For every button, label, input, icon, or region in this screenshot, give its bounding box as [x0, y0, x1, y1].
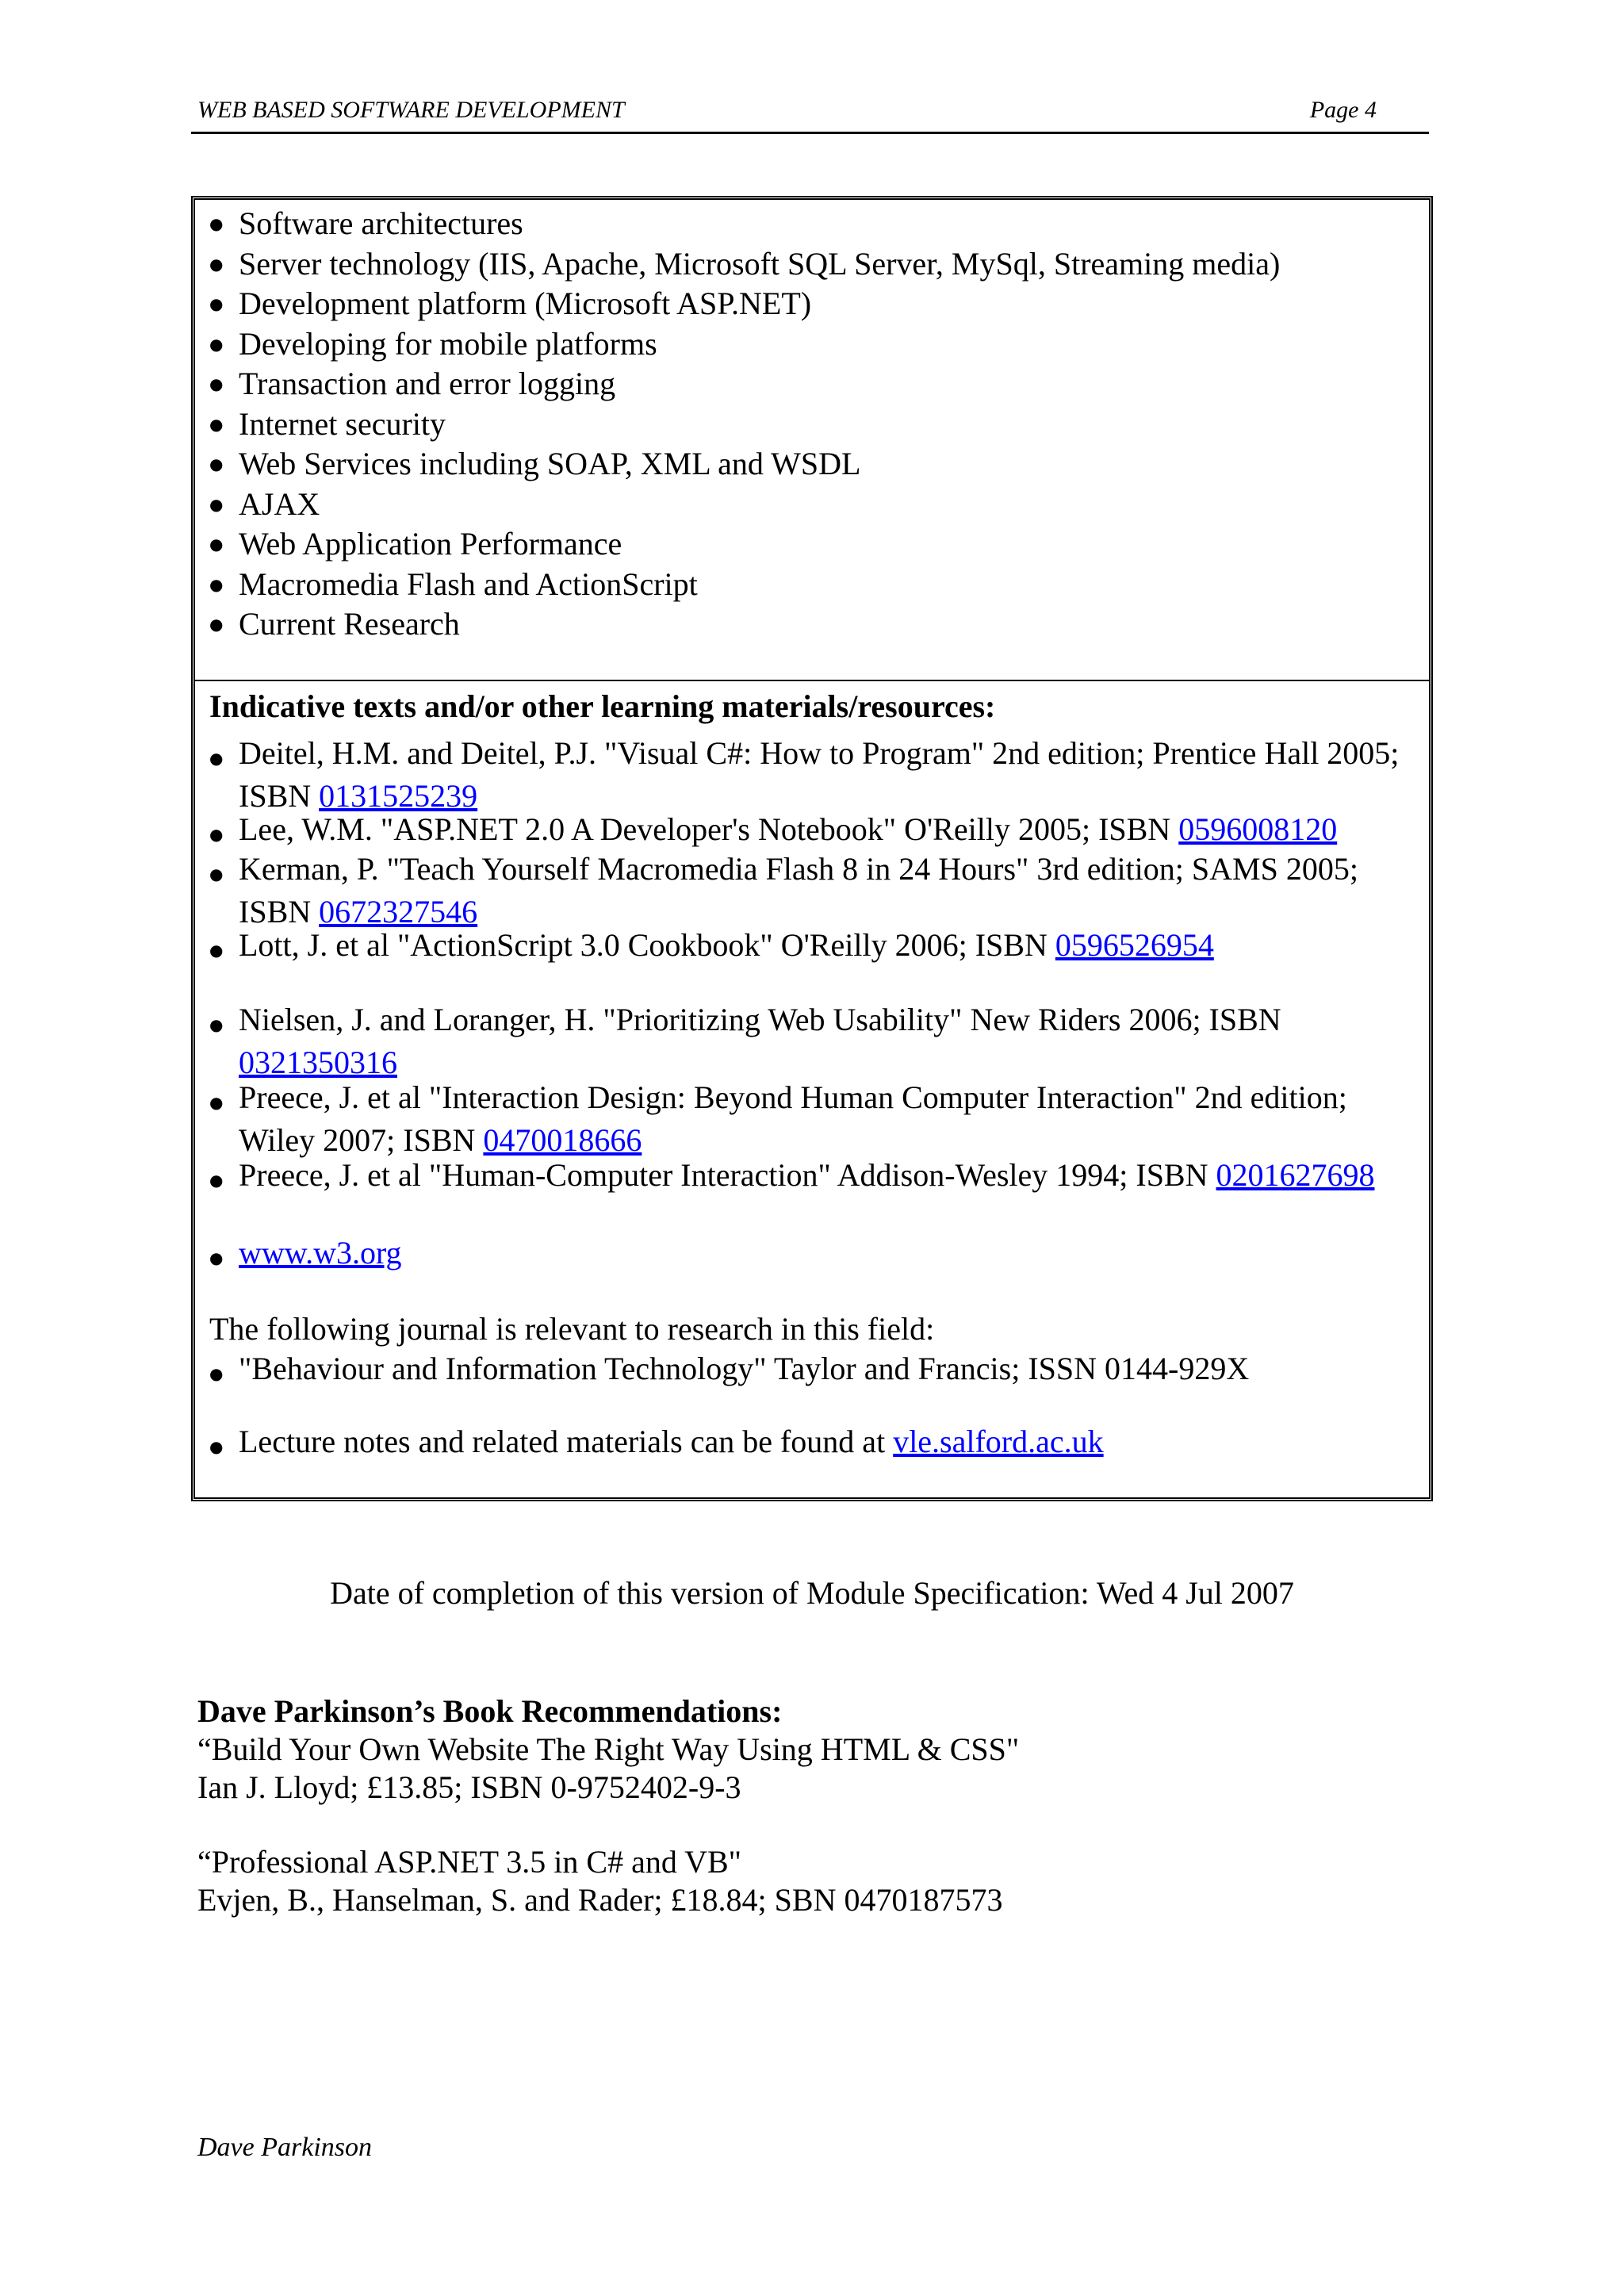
- recommendation-details: Ian J. Lloyd; £13.85; ISBN 0-9752402-9-3: [197, 1769, 741, 1805]
- recommendations-heading: Dave Parkinson’s Book Recommendations:: [197, 1693, 783, 1729]
- book-entry: ● Kerman, P. "Teach Yourself Macromedia Flash 8 in 24 Hours" 3rd edition; SAMS 2005; ISBN 0672327546: [209, 851, 1358, 930]
- list-item: ● Web Services including SOAP, XML and WSDL: [209, 444, 1280, 485]
- isbn-link[interactable]: 0131525239: [319, 778, 478, 814]
- list-item: ● Developing for mobile platforms: [209, 324, 1280, 365]
- website-link[interactable]: www.w3.org: [239, 1235, 402, 1271]
- isbn-link[interactable]: 0321350316: [239, 1045, 397, 1080]
- bullet-icon: ●: [209, 1015, 224, 1034]
- bullet-icon: ●: [209, 454, 224, 473]
- book-entry: ● Preece, J. et al "Interaction Design: Beyond Human Computer Interaction" 2nd edition; Wiley 2007; ISBN 0470018666: [209, 1079, 1347, 1158]
- isbn-link[interactable]: 0470018666: [483, 1122, 642, 1158]
- bullet-icon: ●: [209, 864, 224, 884]
- journal-intro: The following journal is relevant to research in this field:: [209, 1311, 935, 1347]
- bullet-icon: ●: [209, 334, 224, 354]
- book-entry: ● Lott, J. et al "ActionScript 3.0 Cookbook" O'Reilly 2006; ISBN 0596526954: [209, 926, 1418, 969]
- list-item: ● Development platform (Microsoft ASP.NET): [209, 284, 1280, 324]
- book-entry: ● Deitel, H.M. and Deitel, P.J. "Visual C#: How to Program" 2nd edition; Prentice Hall 2005; ISBN 0131525239: [209, 735, 1400, 814]
- list-item: ● AJAX: [209, 485, 1280, 525]
- bullet-icon: ●: [209, 1364, 224, 1383]
- list-item: ● Internet security: [209, 404, 1280, 445]
- isbn-link[interactable]: 0672327546: [319, 894, 478, 930]
- list-item: ● Web Application Performance: [209, 524, 1280, 565]
- recommendation-title: “Professional ASP.NET 3.5 in C# and VB": [197, 1844, 741, 1880]
- list-item: ● Transaction and error logging: [209, 364, 1280, 404]
- book-entry: ● Preece, J. et al "Human-Computer Interaction" Addison-Wesley 1994; ISBN 0201627698: [209, 1156, 1418, 1199]
- journal-entry: ● "Behaviour and Information Technology" Taylor and Francis; ISSN 0144-929X: [209, 1350, 1418, 1393]
- bullet-icon: ●: [209, 1171, 224, 1190]
- page-number: Page 4: [1309, 97, 1377, 123]
- bullet-icon: ●: [209, 294, 224, 313]
- completion-date: Date of completion of this version of Module Specification: Wed 4 Jul 2007: [330, 1575, 1294, 1611]
- bullet-icon: ●: [209, 1093, 224, 1112]
- isbn-link[interactable]: 0596526954: [1055, 927, 1214, 963]
- resources-heading: Indicative texts and/or other learning materials/resources:: [209, 688, 996, 724]
- bullet-icon: ●: [209, 825, 224, 844]
- bullet-icon: ●: [209, 214, 224, 233]
- vle-link[interactable]: vle.salford.ac.uk: [893, 1424, 1104, 1459]
- lecture-notes-entry: ● Lecture notes and related materials can be found at vle.salford.ac.uk: [209, 1423, 1418, 1466]
- list-item: ● Server technology (IIS, Apache, Microsoft SQL Server, MySql, Streaming media): [209, 244, 1280, 285]
- footer-author: Dave Parkinson: [197, 2133, 373, 2162]
- bullet-icon: ●: [209, 1248, 224, 1267]
- module-table: [191, 196, 1433, 1501]
- isbn-link[interactable]: 0201627698: [1216, 1157, 1375, 1193]
- bullet-icon: ●: [209, 535, 224, 554]
- isbn-link[interactable]: 0596008120: [1178, 811, 1338, 847]
- page-header: [191, 94, 1429, 134]
- bullet-icon: ●: [209, 374, 224, 393]
- topics-cell: [195, 200, 1429, 681]
- bullet-icon: ●: [209, 414, 224, 434]
- bullet-icon: ●: [209, 615, 224, 634]
- topics-list: [209, 204, 1280, 645]
- bullet-icon: ●: [209, 749, 224, 768]
- book-entry: ● Nielsen, J. and Loranger, H. "Prioritizing Web Usability" New Riders 2006; ISBN 0321350316: [209, 1002, 1281, 1080]
- list-item: ● Software architectures: [209, 204, 1280, 244]
- website-entry: [209, 1234, 1418, 1277]
- document-title: WEB BASED SOFTWARE DEVELOPMENT: [197, 97, 625, 123]
- bullet-icon: ●: [209, 254, 224, 274]
- bullet-icon: ●: [209, 941, 224, 960]
- list-item: ● Current Research: [209, 604, 1280, 645]
- list-item: ● Macromedia Flash and ActionScript: [209, 565, 1280, 605]
- bullet-icon: ●: [209, 494, 224, 514]
- recommendation-details: Evjen, B., Hanselman, S. and Rader; £18.84; SBN 0470187573: [197, 1882, 1003, 1918]
- recommendation-title: “Build Your Own Website The Right Way Using HTML & CSS": [197, 1731, 1020, 1767]
- bullet-icon: ●: [209, 574, 224, 594]
- book-entry: ● Lee, W.M. "ASP.NET 2.0 A Developer's Notebook" O'Reilly 2005; ISBN 0596008120: [209, 811, 1418, 853]
- bullet-icon: ●: [209, 1437, 224, 1456]
